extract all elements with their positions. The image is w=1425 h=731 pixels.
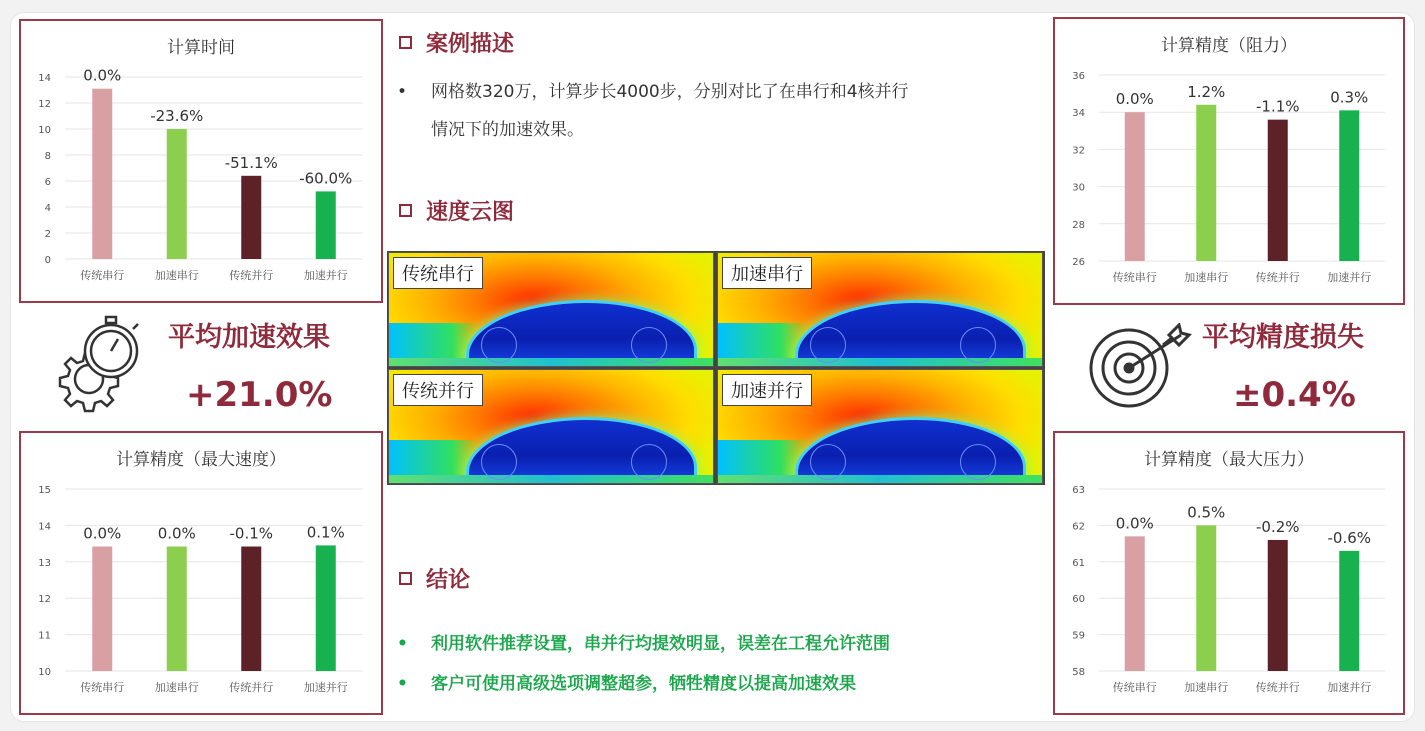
y-tick-label: 14 [38, 73, 51, 84]
y-tick-label: 62 [1072, 521, 1085, 533]
gear-stopwatch-icon [45, 313, 145, 419]
bar [1125, 536, 1145, 671]
y-tick-label: 28 [1072, 219, 1085, 231]
bullet-dot: • [397, 634, 408, 654]
data-label: 1.2% [1187, 82, 1226, 101]
conclusion-item [397, 625, 1037, 663]
category-label: 传统串行 [80, 269, 125, 282]
velocity-title: 速度云图 [426, 200, 515, 225]
bar [92, 89, 112, 259]
chart-title: 计算精度（最大速度） [116, 450, 286, 470]
y-tick-label: 12 [38, 99, 51, 110]
data-label: -51.1% [224, 153, 278, 172]
bar [1339, 551, 1359, 671]
chart-title: 计算精度（最大压力） [1144, 450, 1314, 470]
y-tick-label: 11 [38, 630, 51, 642]
cfd-label: 加速并行 [722, 374, 812, 406]
bar [167, 129, 187, 259]
data-label: -23.6% [150, 107, 204, 125]
category-label: 传统串行 [1112, 681, 1157, 694]
chart-svg [1055, 19, 1403, 303]
square-bullet-icon [399, 36, 412, 49]
category-label: 加速串行 [154, 269, 199, 282]
y-tick-label: 59 [1072, 630, 1085, 642]
chart-svg [1055, 433, 1403, 713]
cfd-panel-traditional-serial [388, 252, 714, 367]
y-tick-label: 8 [44, 151, 51, 162]
bullet-dot: • [397, 674, 408, 694]
bar [241, 176, 261, 259]
category-label: 加速串行 [1184, 271, 1229, 284]
square-bullet-icon [399, 572, 412, 585]
bar [1196, 525, 1216, 671]
y-tick-label: 14 [38, 521, 51, 533]
y-tick-label: 26 [1072, 257, 1085, 268]
speedup-value: +21.0% [186, 375, 333, 415]
data-label: -0.6% [1327, 528, 1372, 547]
bar [1125, 112, 1145, 261]
bar [316, 545, 336, 671]
bar [1268, 540, 1288, 671]
bar [167, 547, 187, 671]
cfd-panel-accelerated-parallel [717, 369, 1043, 484]
conclusion-text: 利用软件推荐设置，串并行均提效明显，误差在工程允许范围 [431, 634, 890, 654]
data-label: 0.0% [157, 524, 196, 543]
data-label: -1.1% [1255, 97, 1300, 116]
y-tick-label: 61 [1072, 557, 1085, 569]
y-tick-label: 4 [44, 203, 51, 214]
bar [1196, 105, 1216, 261]
slide [10, 12, 1415, 722]
chart-title: 计算精度（阻力） [1161, 36, 1297, 56]
data-label: -60.0% [299, 169, 353, 188]
y-tick-label: 10 [38, 125, 51, 136]
category-label: 传统串行 [1112, 271, 1157, 284]
data-label: 0.3% [1330, 88, 1369, 107]
y-tick-label: 0 [44, 255, 51, 266]
data-label: 0.0% [1115, 514, 1154, 533]
chart-accuracy-max-pressure [1053, 431, 1405, 715]
chart-title: 计算时间 [167, 38, 235, 58]
chart-compute-time [19, 19, 383, 303]
y-tick-label: 2 [44, 229, 51, 240]
case-text-line1: 网格数320万，计算步长4000步，分别对比了在串行和4核并行 [431, 82, 909, 102]
cfd-label: 传统串行 [393, 257, 483, 289]
target-arrow-icon [1085, 323, 1195, 413]
accuracy-label: 平均精度损失 [1202, 322, 1364, 353]
y-tick-label: 34 [1072, 108, 1085, 120]
chart-svg [21, 433, 381, 713]
y-tick-label: 6 [44, 177, 51, 188]
chart-accuracy-drag [1053, 17, 1405, 305]
y-tick-label: 30 [1072, 182, 1085, 194]
y-tick-label: 60 [1072, 594, 1085, 606]
category-label: 传统串行 [80, 681, 125, 694]
cfd-panel-accelerated-serial [717, 252, 1043, 367]
data-label: 0.0% [83, 524, 122, 543]
y-tick-label: 58 [1072, 667, 1085, 678]
cfd-panel-traditional-parallel [388, 369, 714, 484]
data-label: 0.1% [306, 523, 345, 542]
category-label: 加速串行 [154, 681, 199, 694]
case-title: 案例描述 [426, 32, 515, 57]
y-tick-label: 63 [1072, 485, 1085, 496]
case-text [397, 73, 1037, 149]
square-bullet-icon [399, 204, 412, 217]
y-tick-label: 13 [38, 557, 51, 569]
accuracy-value: ±0.4% [1233, 375, 1356, 415]
cfd-label: 传统并行 [393, 374, 483, 406]
bar [1339, 110, 1359, 261]
chart-accuracy-max-velocity [19, 431, 383, 715]
category-label: 传统并行 [229, 681, 274, 694]
data-label: 0.0% [1115, 90, 1154, 109]
data-label: -0.1% [229, 524, 274, 543]
category-label: 传统并行 [1255, 271, 1300, 284]
bullet-dot: • [397, 82, 408, 102]
y-tick-label: 15 [38, 485, 51, 496]
cfd-label: 加速串行 [722, 257, 812, 289]
conclusion-item [397, 665, 1037, 703]
data-label: -0.2% [1255, 517, 1300, 536]
conclusion-title: 结论 [426, 568, 471, 593]
speedup-label: 平均加速效果 [168, 322, 330, 353]
conclusion-heading [399, 563, 470, 594]
bar [1268, 120, 1288, 261]
category-label: 加速并行 [1327, 271, 1372, 284]
chart-svg [21, 21, 381, 301]
category-label: 加速并行 [1327, 681, 1372, 694]
conclusion-text: 客户可使用高级选项调整超参，牺牲精度以提高加速效果 [431, 674, 856, 694]
velocity-contour-grid [387, 251, 1045, 485]
y-tick-label: 12 [38, 594, 51, 606]
velocity-heading [399, 195, 514, 226]
category-label: 传统并行 [1255, 681, 1300, 694]
case-text-line2: 情况下的加速效果。 [431, 120, 584, 140]
category-label: 加速串行 [1184, 681, 1229, 694]
bar [316, 191, 336, 259]
case-heading [399, 27, 514, 58]
data-label: 0.5% [1187, 503, 1226, 522]
category-label: 传统并行 [229, 269, 274, 282]
y-tick-label: 10 [38, 667, 51, 678]
bar [92, 547, 112, 671]
y-tick-label: 36 [1072, 71, 1085, 82]
y-tick-label: 32 [1072, 145, 1085, 157]
bar [241, 547, 261, 671]
category-label: 加速并行 [303, 681, 348, 694]
data-label: 0.0% [83, 66, 122, 85]
category-label: 加速并行 [303, 269, 348, 282]
